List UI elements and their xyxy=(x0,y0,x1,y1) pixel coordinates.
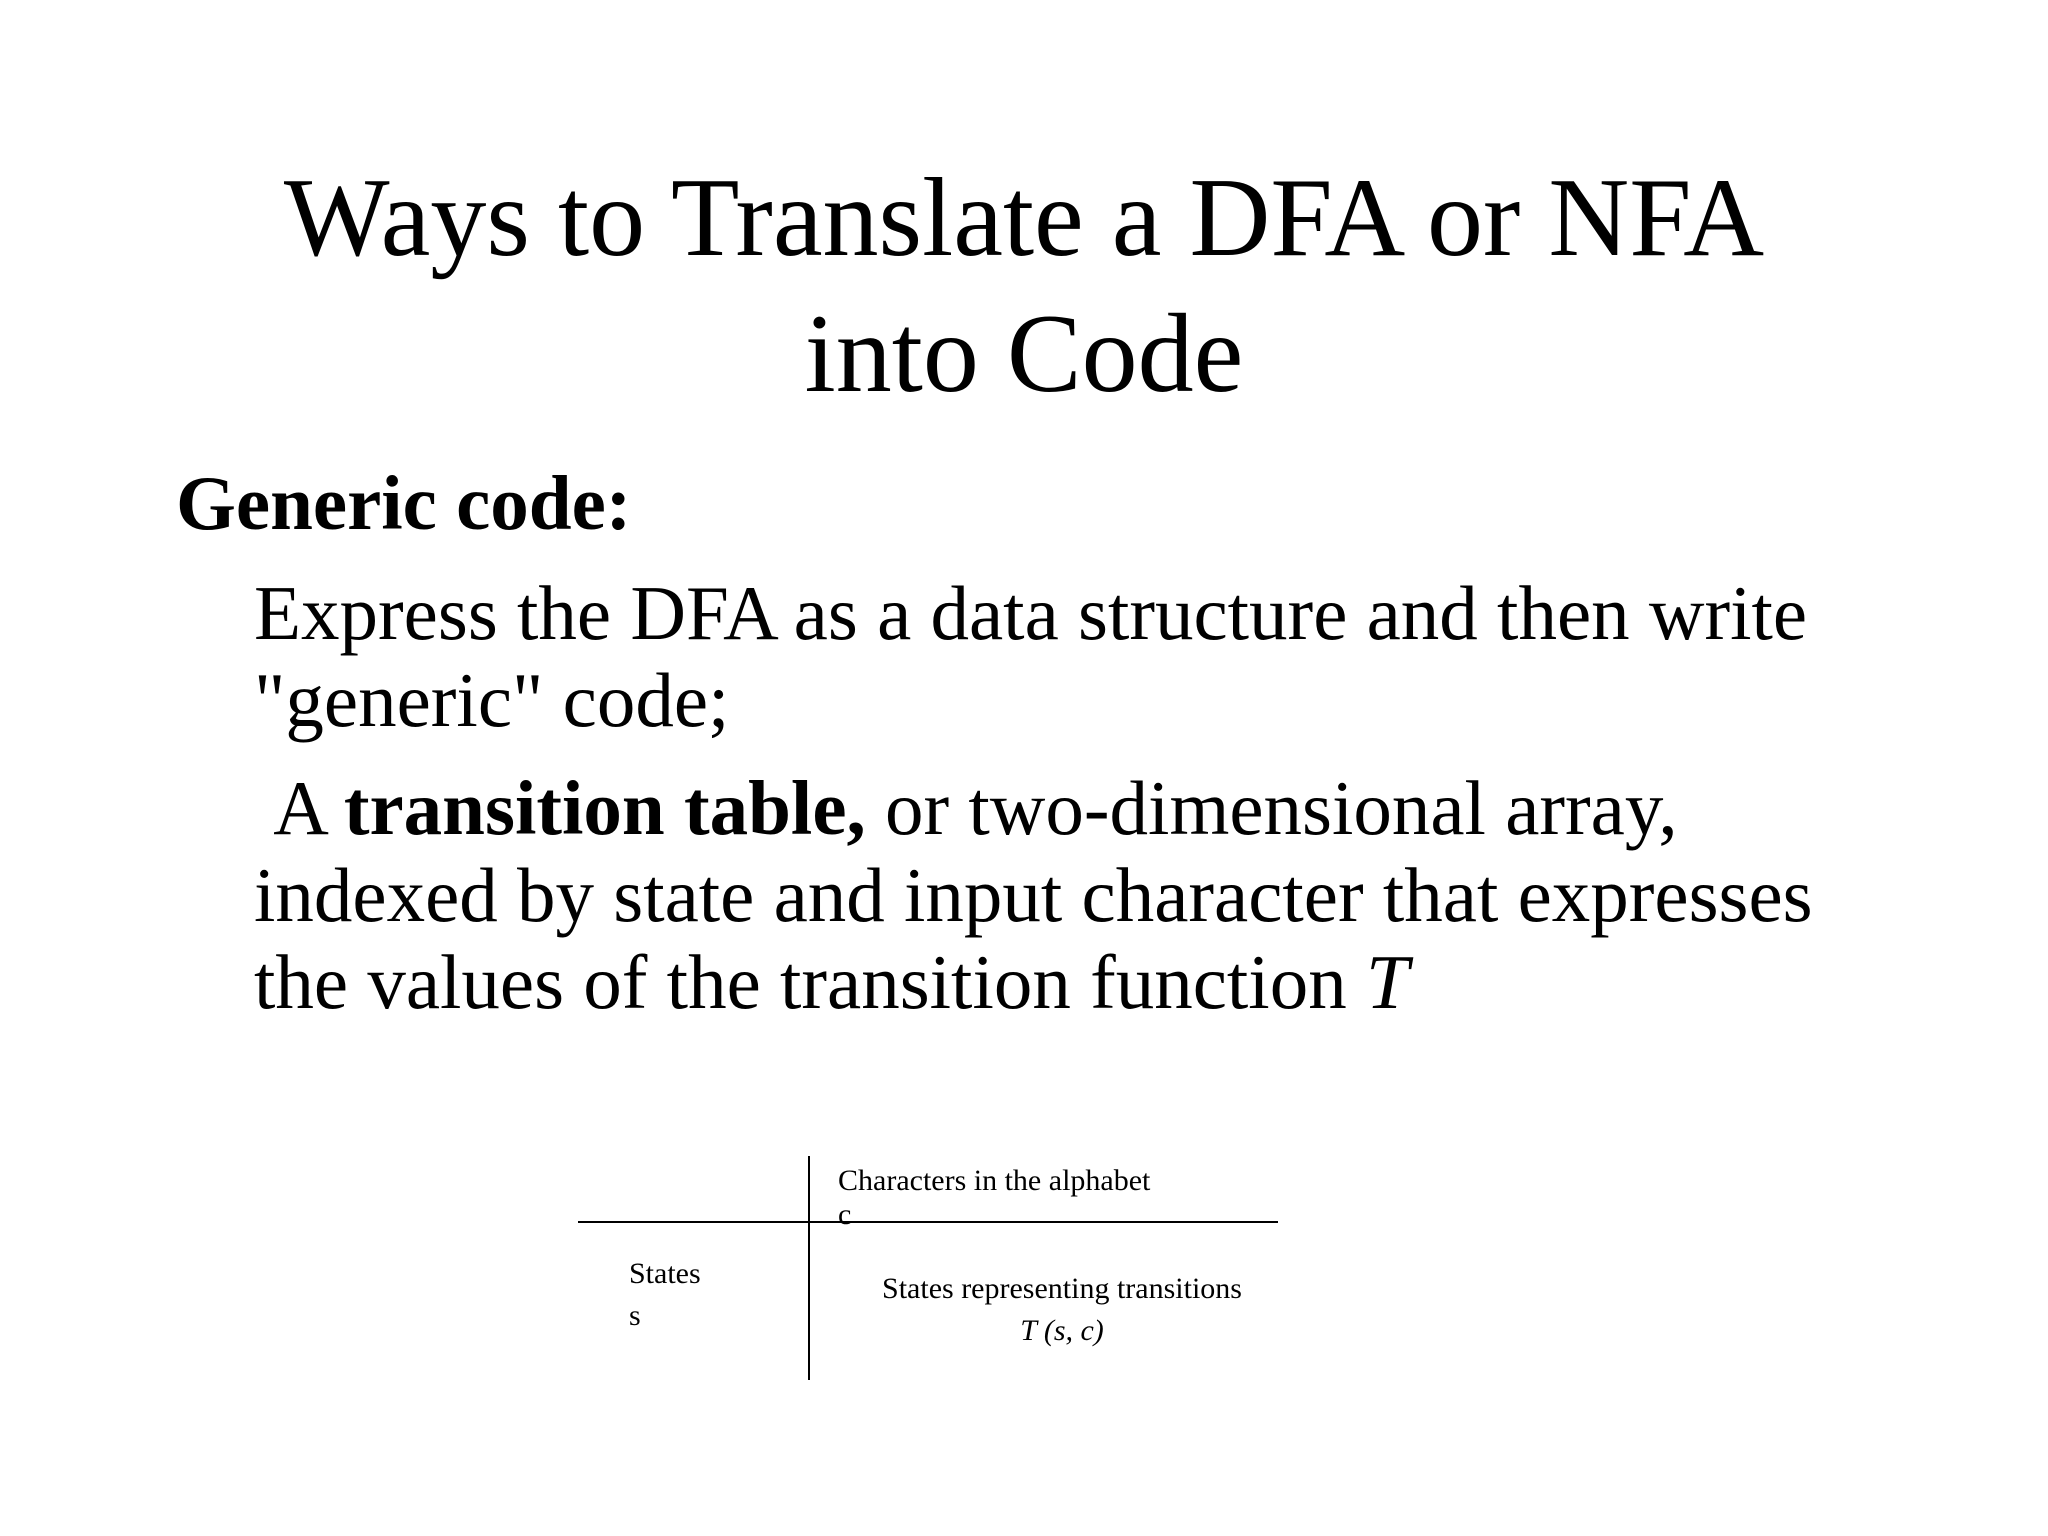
cells-label: States representing transitions xyxy=(882,1272,1242,1305)
transition-table-term: transition table, xyxy=(343,765,866,851)
rows-symbol: s xyxy=(629,1299,641,1332)
columns-label: Characters in the alphabet xyxy=(838,1164,1151,1197)
section-heading: Generic code: xyxy=(176,460,632,546)
cells-formula: T (s, c) xyxy=(1020,1314,1104,1347)
table-cell-content xyxy=(852,1268,1272,1352)
paragraph-transition-table xyxy=(254,765,1974,1026)
table-row-header xyxy=(629,1253,701,1337)
table-vertical-divider xyxy=(808,1156,810,1380)
slide-title xyxy=(0,150,2048,422)
paragraph-2-rest: or two-dimensional array, xyxy=(865,765,1678,851)
transition-function-symbol: T xyxy=(1365,939,1409,1025)
paragraph-generic-code xyxy=(254,570,1974,744)
title-line-1: Ways to Translate a DFA or NFA xyxy=(283,156,1765,280)
table-column-header xyxy=(838,1160,1238,1228)
paragraph-2-line-2: indexed by state and input character that expresses xyxy=(254,852,1813,938)
paragraph-2-line-3 xyxy=(254,939,1974,1026)
title-line-2: into Code xyxy=(804,292,1244,416)
paragraph-2-prefix: A xyxy=(273,765,344,851)
rows-label: States xyxy=(629,1257,701,1290)
paragraph-2-line-1 xyxy=(254,765,1974,852)
columns-symbol: c xyxy=(838,1202,852,1228)
paragraph-1-line-1: Express the DFA as a data structure and then write xyxy=(254,570,1808,656)
paragraph-2-line-3-text: the values of the transition function xyxy=(254,939,1366,1025)
paragraph-1-line-2: "generic" code; xyxy=(254,657,730,743)
